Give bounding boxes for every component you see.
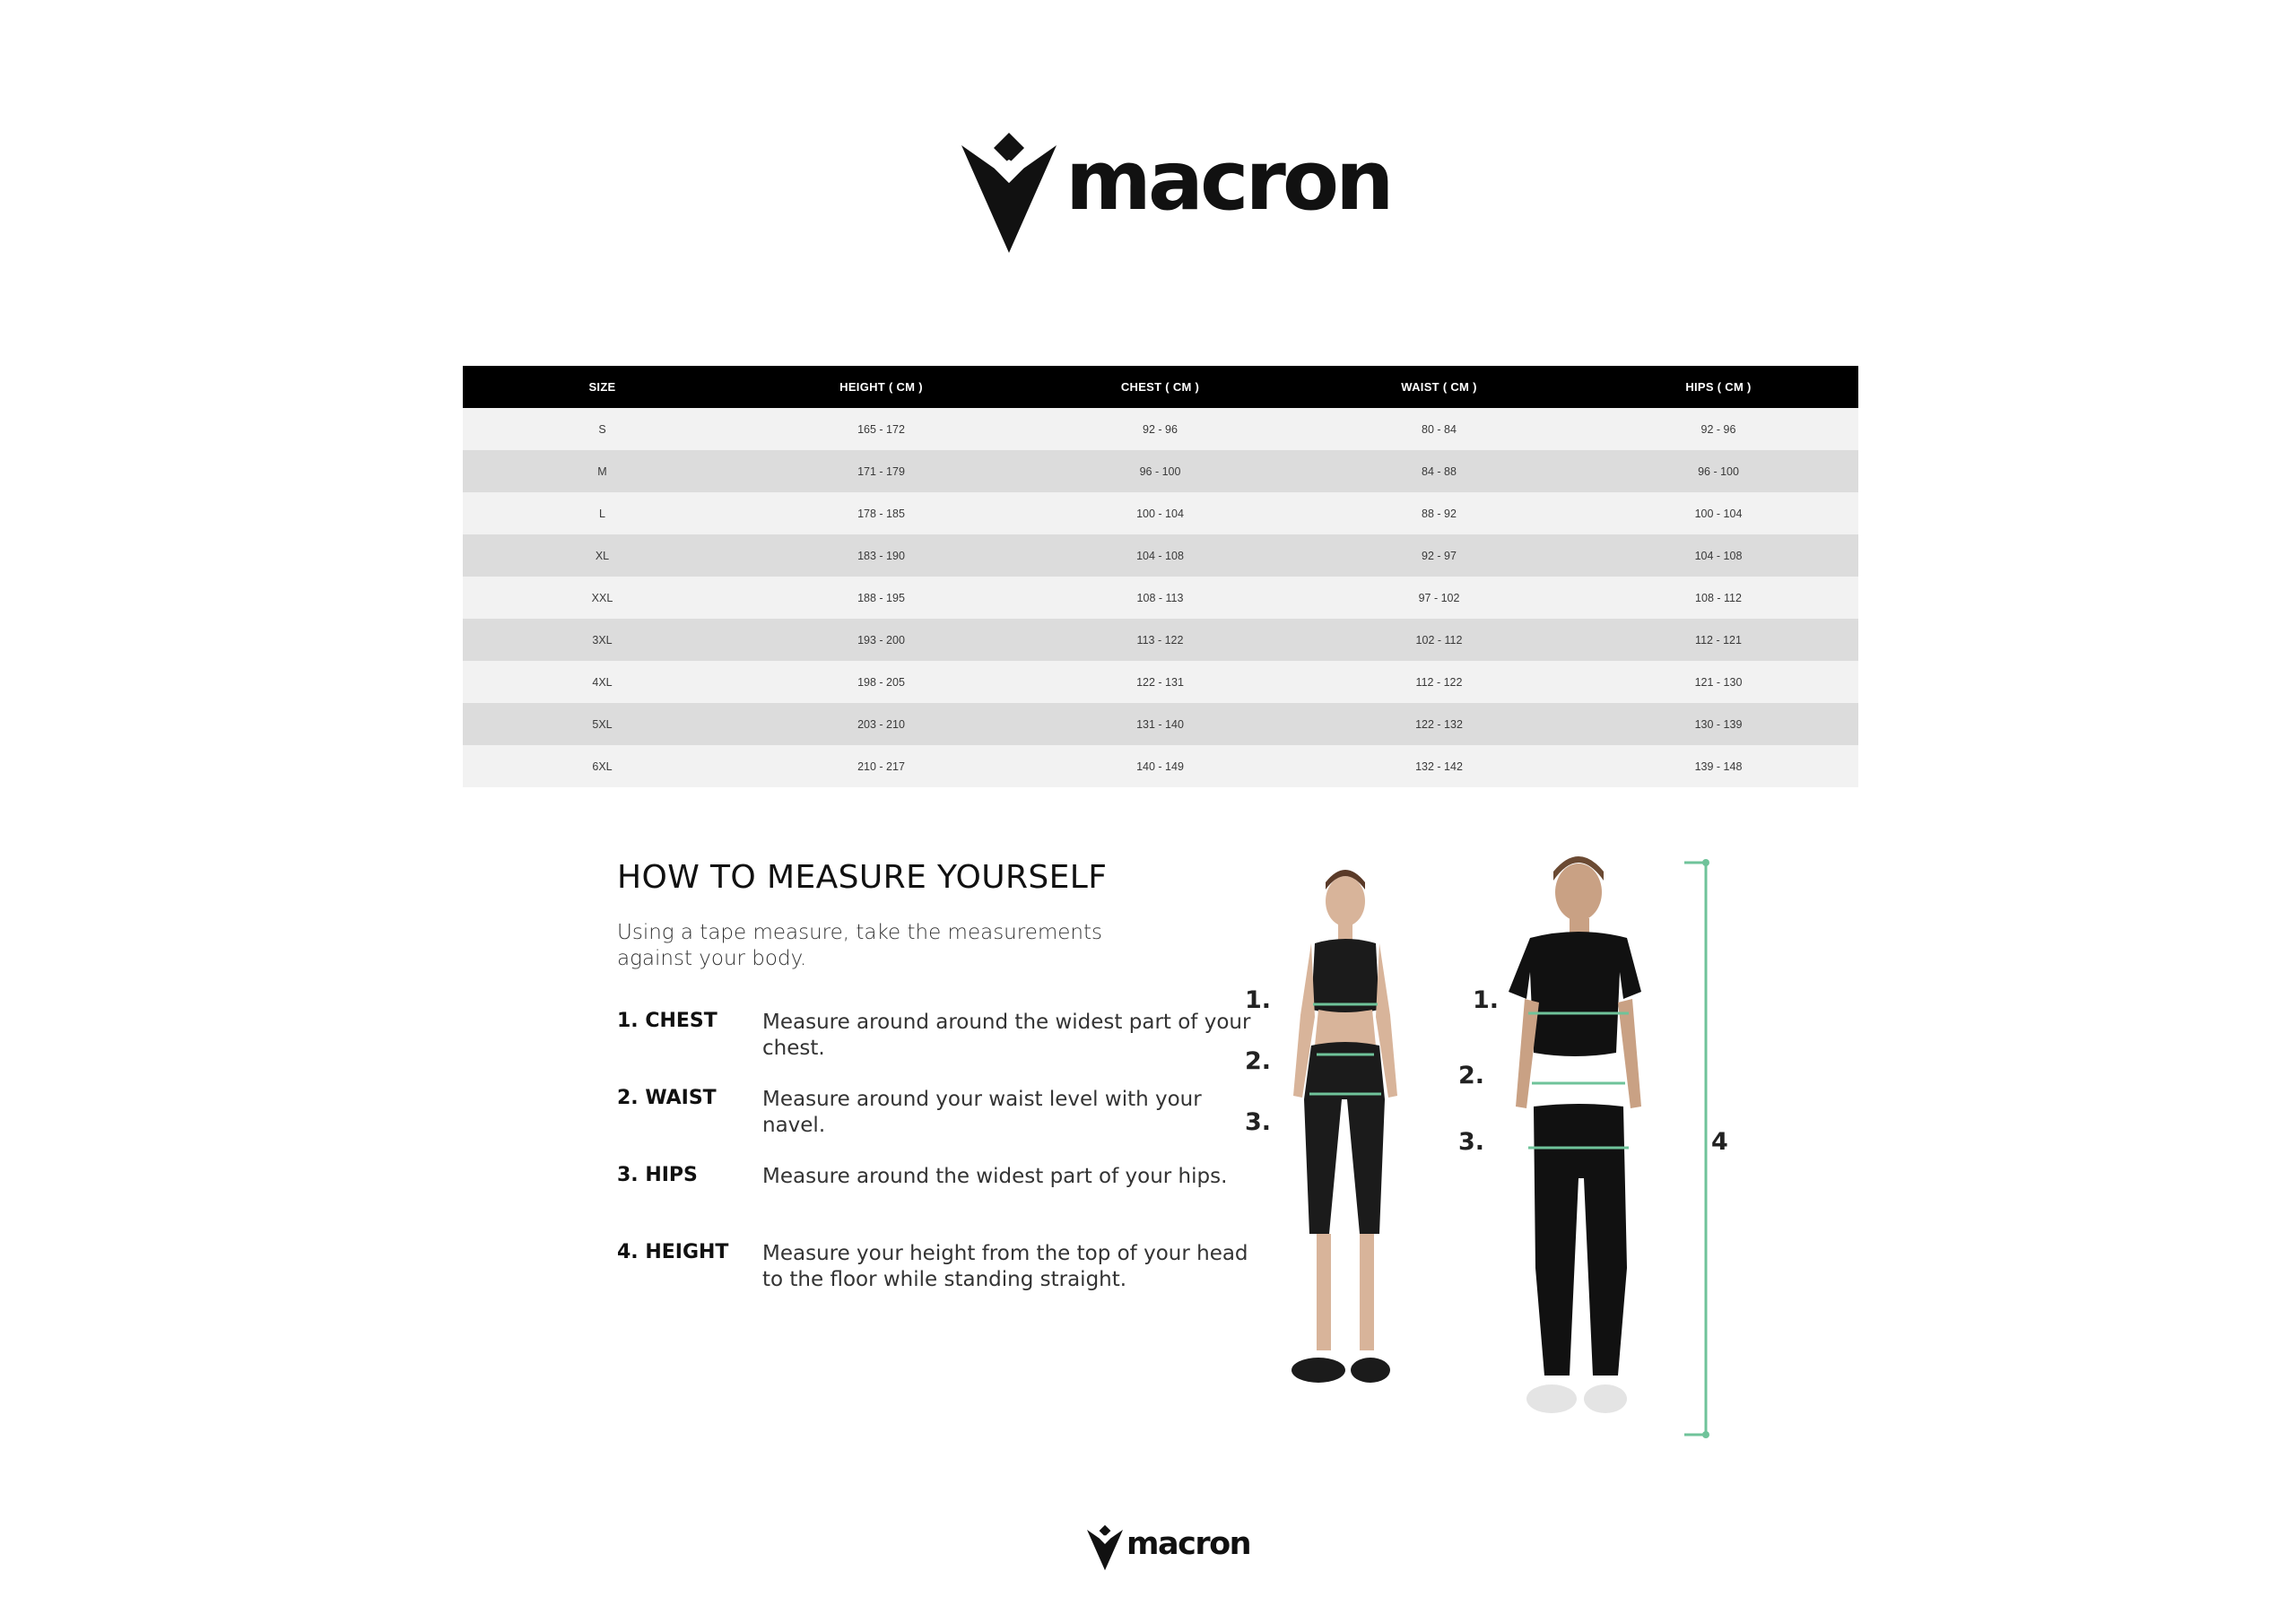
brand-wordmark: macron	[1065, 133, 1391, 229]
measurement-figures	[1229, 843, 1731, 1453]
table-cell: 198 - 205	[742, 661, 1021, 703]
table-cell: 5XL	[463, 703, 742, 745]
table-cell: 122 - 131	[1021, 661, 1300, 703]
column-header-waist: WAIST ( CM )	[1300, 366, 1578, 408]
table-cell: 178 - 185	[742, 492, 1021, 534]
table-cell: 171 - 179	[742, 450, 1021, 492]
table-cell: 122 - 132	[1300, 703, 1578, 745]
table-cell: 130 - 139	[1578, 703, 1858, 745]
table-cell: 84 - 88	[1300, 450, 1578, 492]
table-cell: 96 - 100	[1578, 450, 1858, 492]
table-cell: 108 - 112	[1578, 577, 1858, 619]
table-cell: 139 - 148	[1578, 745, 1858, 787]
table-cell: S	[463, 408, 742, 450]
table-cell: 97 - 102	[1300, 577, 1578, 619]
male-figure	[1509, 856, 1641, 1413]
table-cell: 96 - 100	[1021, 450, 1300, 492]
table-cell: 131 - 140	[1021, 703, 1300, 745]
macron-logo-icon	[961, 133, 1057, 253]
table-row	[463, 577, 1858, 619]
table-cell: 4XL	[463, 661, 742, 703]
table-cell: 6XL	[463, 745, 742, 787]
step-label: 4. HEIGHT	[617, 1241, 729, 1263]
table-cell: 104 - 108	[1578, 534, 1858, 577]
table-row	[463, 408, 1858, 450]
table-body	[463, 408, 1858, 787]
brand-logo-top	[961, 133, 1391, 253]
step-description: Measure around the widest part of your hips.	[762, 1165, 1228, 1188]
table-cell: 193 - 200	[742, 619, 1021, 661]
measure-intro: Using a tape measure, take the measurements against your body.	[617, 921, 1102, 970]
table-cell: 100 - 104	[1578, 492, 1858, 534]
table-row	[463, 745, 1858, 787]
female-figure	[1292, 870, 1397, 1383]
table-header-row	[463, 366, 1858, 408]
column-header-size: SIZE	[463, 366, 742, 408]
figure-number-3-female: 3.	[1245, 1108, 1272, 1136]
table-cell: 113 - 122	[1021, 619, 1300, 661]
step-description: Measure your height from the top of your head to the floor while standing straight.	[762, 1242, 1248, 1291]
table-cell: XL	[463, 534, 742, 577]
table-cell: 203 - 210	[742, 703, 1021, 745]
brand-logo-bottom	[1087, 1524, 1251, 1571]
table-cell: 92 - 96	[1021, 408, 1300, 450]
figure-number-1-male: 1.	[1473, 986, 1500, 1014]
figure-number-2-male: 2.	[1458, 1062, 1485, 1089]
table-cell: 183 - 190	[742, 534, 1021, 577]
step-label: 2. WAIST	[617, 1087, 717, 1109]
column-header-chest: CHEST ( CM )	[1021, 366, 1300, 408]
step-label: 1. CHEST	[617, 1010, 718, 1032]
column-header-hips: HIPS ( CM )	[1578, 366, 1858, 408]
table-cell: M	[463, 450, 742, 492]
table-cell: 88 - 92	[1300, 492, 1578, 534]
table-cell: 132 - 142	[1300, 745, 1578, 787]
table-row	[463, 703, 1858, 745]
table-cell: 112 - 121	[1578, 619, 1858, 661]
table-row	[463, 619, 1858, 661]
table-cell: 108 - 113	[1021, 577, 1300, 619]
table-cell: 188 - 195	[742, 577, 1021, 619]
figure-number-4-height: 4	[1711, 1128, 1728, 1156]
table-cell: 104 - 108	[1021, 534, 1300, 577]
table-cell: 102 - 112	[1300, 619, 1578, 661]
table-cell: 80 - 84	[1300, 408, 1578, 450]
macron-logo-icon	[1087, 1524, 1123, 1571]
table-cell: 121 - 130	[1578, 661, 1858, 703]
table-row	[463, 534, 1858, 577]
table-cell: 165 - 172	[742, 408, 1021, 450]
table-row	[463, 661, 1858, 703]
brand-wordmark: macron	[1126, 1526, 1251, 1562]
figure-number-1-female: 1.	[1245, 986, 1272, 1014]
table-cell: 210 - 217	[742, 745, 1021, 787]
figure-number-3-male: 3.	[1458, 1128, 1485, 1156]
figure-number-2-female: 2.	[1245, 1047, 1272, 1075]
table-cell: 92 - 97	[1300, 534, 1578, 577]
size-chart-table	[463, 366, 1858, 787]
step-description: Measure around your waist level with your navel.	[762, 1088, 1202, 1137]
table-row	[463, 492, 1858, 534]
measure-title: HOW TO MEASURE YOURSELF	[617, 859, 1108, 896]
table-row	[463, 450, 1858, 492]
table-cell: 3XL	[463, 619, 742, 661]
table-cell: L	[463, 492, 742, 534]
column-header-height: HEIGHT ( CM )	[742, 366, 1021, 408]
table-cell: 112 - 122	[1300, 661, 1578, 703]
step-description: Measure around around the widest part of your chest.	[762, 1011, 1251, 1060]
table-cell: 140 - 149	[1021, 745, 1300, 787]
step-label: 3. HIPS	[617, 1164, 698, 1186]
table-cell: XXL	[463, 577, 742, 619]
table-cell: 92 - 96	[1578, 408, 1858, 450]
table-cell: 100 - 104	[1021, 492, 1300, 534]
